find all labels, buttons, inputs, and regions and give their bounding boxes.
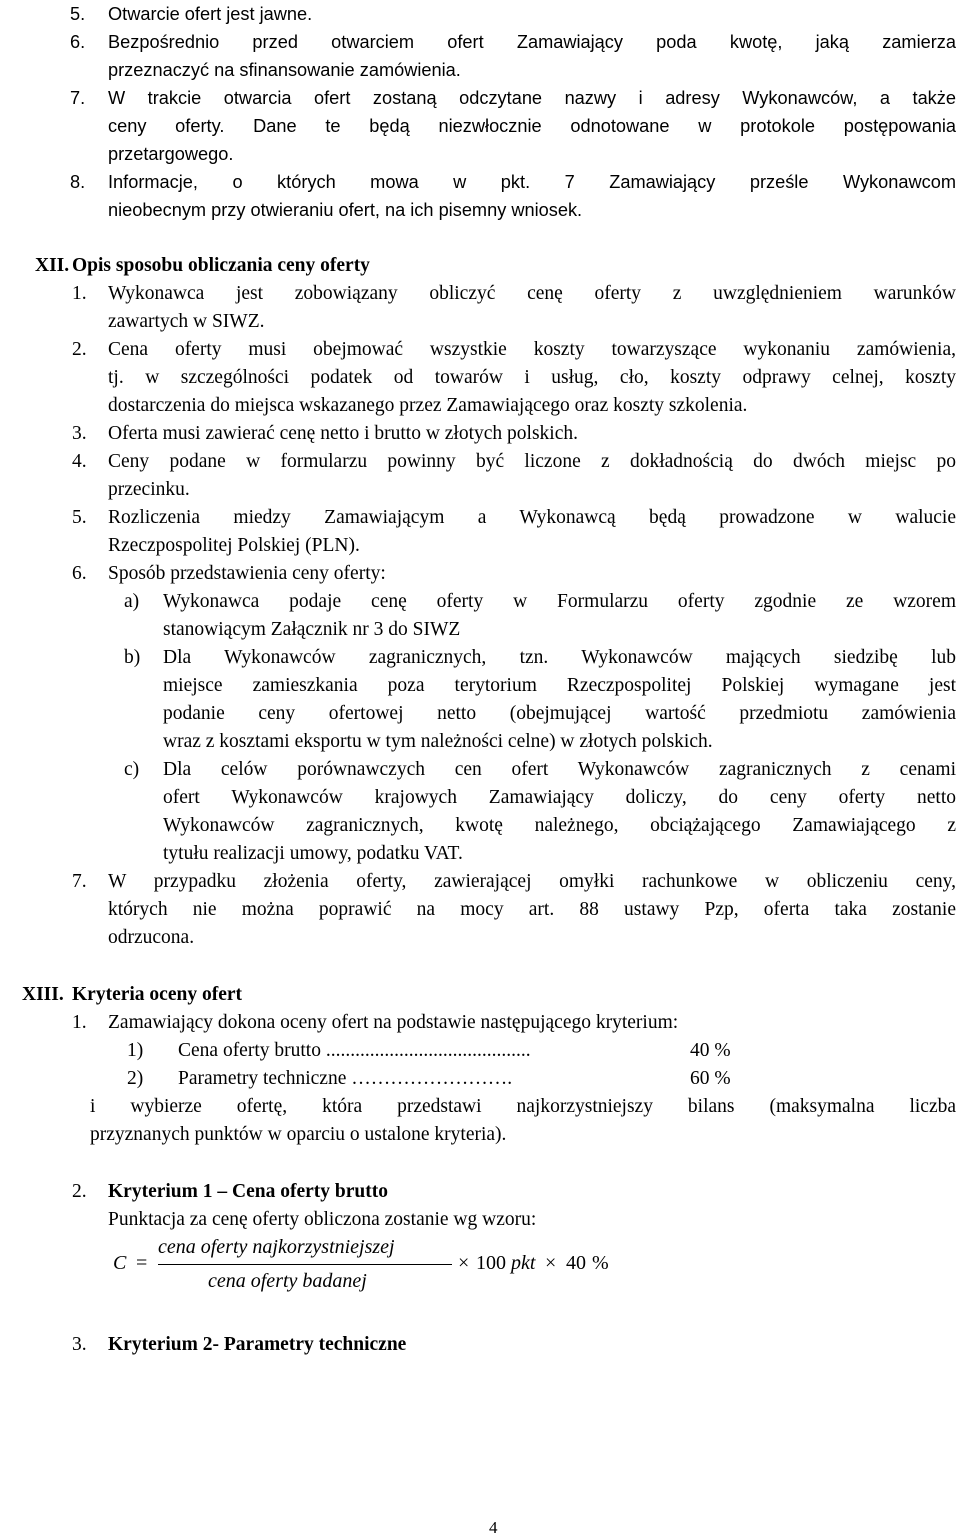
sublist-item-text: podanie ceny ofertowej netto (obejmującej wartość przedmiotu zamówienia <box>163 703 956 724</box>
list-item-text: W trakcie otwarcia ofert zostaną odczytane nazwy i adresy Wykonawców, a także <box>108 88 956 108</box>
sublist-item-text: Dla celów porównawczych cen ofert Wykonawców zagranicznych z cenami <box>163 759 956 780</box>
list-item-text: Informacje, o których mowa w pkt. 7 Zamawiający prześle Wykonawcom <box>108 172 956 192</box>
list-item-text: Cena oferty musi obejmować wszystkie koszty towarzyszące wykonaniu zamówienia, <box>108 339 956 360</box>
list-item-text: których nie można poprawić na mocy art. 88 ustawy Pzp, oferta taka zostanie <box>108 899 956 920</box>
formula-unit: pkt <box>511 1252 536 1274</box>
section-numeral: XIII. <box>22 984 64 1005</box>
formula-times: × <box>545 1252 557 1274</box>
criterion-heading: Kryterium 1 – Cena oferty brutto <box>108 1181 388 1202</box>
formula-denominator: cena oferty badanej <box>208 1270 367 1292</box>
list-item-text: ceny oferty. Dane te będą niezwłocznie odnotowane w protokole postępowania <box>108 116 956 136</box>
criterion-label: 1) <box>127 1040 144 1061</box>
section-heading: Opis sposobu obliczania ceny oferty <box>72 255 370 276</box>
sublist-item-text: Wykonawców zagranicznych, kwotę należnego, obciążającego Zamawiającego z <box>163 815 956 836</box>
list-number: 1. <box>72 1012 87 1033</box>
list-item-text: tj. w szczególności podatek od towarów i usług, cło, koszty odprawy celnej, koszty <box>108 367 956 388</box>
formula-percent: % <box>592 1252 609 1274</box>
list-number: 2. <box>72 339 87 360</box>
sublist-item-text: tytułu realizacji umowy, podatku VAT. <box>163 843 463 864</box>
list-item-text: nieobecnym przy otwieraniu ofert, na ich pisemny wniosek. <box>108 200 583 220</box>
section-heading: Kryteria oceny ofert <box>72 984 242 1005</box>
sublist-item-text: miejsce zamieszkania poza terytorium Rzeczpospolitej Polskiej wymagane jest <box>163 675 956 696</box>
list-number: 7. <box>72 871 87 892</box>
fraction-bar <box>158 1264 452 1265</box>
sublist-item-text: Wykonawca podaje cenę oferty w Formularzu oferty zgodnie ze wzorem <box>163 591 956 612</box>
list-number: 2. <box>72 1181 87 1202</box>
paragraph-text: przyznanych punktów w oparciu o ustalone kryteria). <box>90 1124 507 1145</box>
list-item-text: Zamawiający dokona oceny ofert na podstawie następującego kryterium: <box>108 1012 679 1033</box>
list-number: 7. <box>70 88 86 108</box>
list-item-text: Oferta musi zawierać cenę netto i brutto w złotych polskich. <box>108 423 578 444</box>
list-item-text: Sposób przedstawienia ceny oferty: <box>108 563 386 584</box>
list-item-text: odrzucona. <box>108 927 195 948</box>
list-item-text: Rozliczenia miedzy Zamawiającym a Wykonawcą będą prowadzone w walucie <box>108 507 956 528</box>
list-item-text: Otwarcie ofert jest jawne. <box>108 4 313 24</box>
sublist-label: c) <box>124 759 140 780</box>
list-item-text: Wykonawca jest zobowiązany obliczyć cenę oferty z uwzględnieniem warunków <box>108 283 956 304</box>
criterion-text: Cena oferty brutto .......................................... <box>178 1040 531 1061</box>
list-number: 5. <box>72 507 87 528</box>
criterion-weight: 40 % <box>690 1040 731 1061</box>
formula-factor: 40 <box>566 1252 586 1274</box>
paragraph-text: i wybierze ofertę, która przedstawi najkorzystniejszy bilans (maksymalna liczba <box>90 1096 956 1117</box>
list-number: 5. <box>70 4 86 24</box>
sublist-label: b) <box>124 647 141 668</box>
list-item-text: dostarczenia do miejsca wskazanego przez Zamawiającego oraz koszty szkolenia. <box>108 395 748 416</box>
sublist-item-text: stanowiącym Załącznik nr 3 do SIWZ <box>163 619 461 640</box>
criterion-label: 2) <box>127 1068 144 1089</box>
list-number: 3. <box>72 1334 87 1355</box>
criterion-text: Parametry techniczne ……………………. <box>178 1068 513 1089</box>
list-item-text: Bezpośrednio przed otwarciem ofert Zamawiający poda kwotę, jaką zamierza <box>108 32 956 52</box>
sublist-label: a) <box>124 591 140 612</box>
sublist-item-text: Dla Wykonawców zagranicznych, tzn. Wykonawców mających siedzibę lub <box>163 647 956 668</box>
criterion-weight: 60 % <box>690 1068 731 1089</box>
list-number: 3. <box>72 423 87 444</box>
page-number: 4 <box>489 1518 498 1537</box>
list-item-text: W przypadku złożenia oferty, zawierającej omyłki rachunkowe w obliczeniu ceny, <box>108 871 956 892</box>
formula-times: × <box>458 1252 470 1274</box>
list-number: 8. <box>70 172 86 192</box>
list-item-text: Punktacja za cenę oferty obliczona zostanie wg wzoru: <box>108 1209 537 1230</box>
formula-factor: 100 <box>476 1252 506 1274</box>
list-item-text: Rzeczpospolitej Polskiej (PLN). <box>108 535 360 556</box>
list-number: 6. <box>72 563 87 584</box>
list-item-text: przetargowego. <box>108 144 234 164</box>
criterion-heading: Kryterium 2- Parametry techniczne <box>108 1334 407 1355</box>
sublist-item-text: ofert Wykonawców krajowych Zamawiający doliczy, do ceny oferty netto <box>163 787 956 808</box>
list-number: 1. <box>72 283 87 304</box>
list-number: 4. <box>72 451 87 472</box>
section-numeral: XII. <box>35 255 70 276</box>
list-item-text: przeznaczyć na sfinansowanie zamówienia. <box>108 60 461 80</box>
list-item-text: zawartych w SIWZ. <box>108 311 265 332</box>
list-item-text: przecinku. <box>108 479 190 500</box>
list-item-text: Ceny podane w formularzu powinny być liczone z dokładnością do dwóch miejsc po <box>108 451 956 472</box>
list-number: 6. <box>70 32 86 52</box>
formula-lhs: C <box>113 1252 127 1274</box>
sublist-item-text: wraz z kosztami eksportu w tym należności celne) w złotych polskich. <box>163 731 713 752</box>
formula-numerator: cena oferty najkorzystniejszej <box>158 1236 395 1258</box>
formula-equals: = <box>136 1252 148 1274</box>
